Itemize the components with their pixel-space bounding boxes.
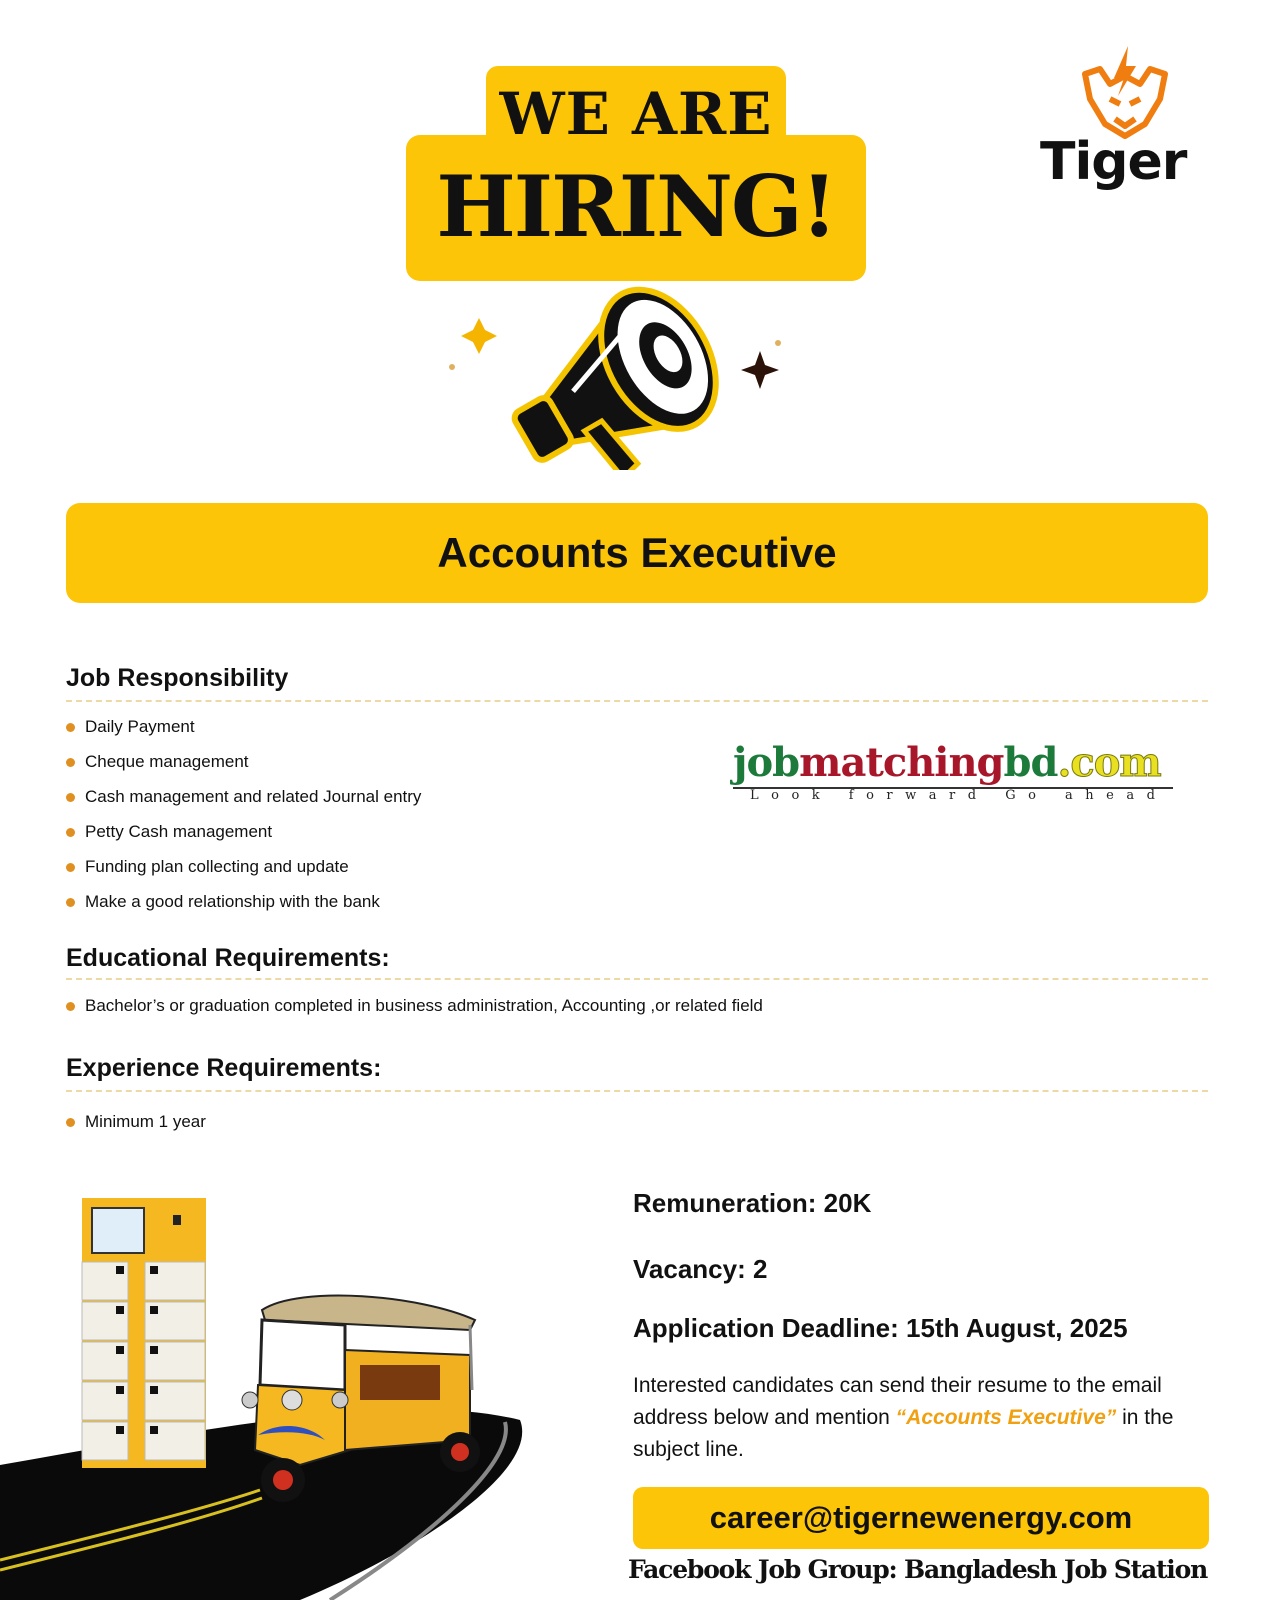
watermark-part: bd: [1003, 739, 1058, 786]
section-title-education: Educational Requirements:: [66, 944, 390, 972]
job-title: Accounts Executive: [437, 529, 837, 576]
instructions-text: Interested candidates can send their resume to the email address below and mention: [633, 1374, 1162, 1429]
responsibility-list: [66, 716, 421, 926]
facebook-group-credit: Facebook Job Group: Bangladesh Job Station: [628, 1555, 1208, 1584]
section-title-experience: Experience Requirements:: [66, 1054, 382, 1082]
vacancy: Vacancy: 2: [633, 1254, 768, 1284]
remuneration: Remuneration: 20K: [633, 1188, 872, 1218]
list-item: Minimum 1 year: [66, 1111, 206, 1146]
list-item: Cash management and related Journal entry: [66, 786, 421, 821]
section-divider: [66, 1090, 1208, 1092]
tiger-logo-icon: [1040, 44, 1210, 144]
experience-list: [66, 1111, 206, 1146]
watermark-logo: [733, 739, 1161, 786]
list-item: Funding plan collecting and update: [66, 856, 421, 891]
watermark-tagline: Look forward Go ahead: [750, 788, 1168, 803]
list-item: Bachelor’s or graduation completed in business administration, Accounting ,or related field: [66, 995, 763, 1030]
list-item: Daily Payment: [66, 716, 421, 751]
watermark-part: .com: [1057, 739, 1161, 786]
hero-line-2: HIRING!: [436, 157, 836, 256]
watermark-part: matching: [799, 739, 1004, 786]
application-deadline: Application Deadline: 15th August, 2025: [633, 1313, 1128, 1343]
job-title-banner: [66, 503, 1208, 603]
tuktuk-charging-illustration: [0, 1190, 560, 1600]
section-divider: [66, 700, 1208, 702]
megaphone-icon: [440, 250, 820, 470]
instructions-highlight: “Accounts Executive”: [895, 1406, 1117, 1429]
tiger-logo-text: Tiger: [1040, 132, 1187, 192]
section-divider: [66, 978, 1208, 980]
email-banner[interactable]: [633, 1487, 1209, 1549]
email-address[interactable]: career@tigernewenergy.com: [709, 1500, 1133, 1535]
application-instructions: [633, 1370, 1223, 1466]
section-title-responsibility: Job Responsibility: [66, 664, 289, 692]
watermark-part: job: [733, 739, 800, 786]
hero-line-1: WE ARE: [499, 80, 773, 148]
list-item: Make a good relationship with the bank: [66, 891, 421, 926]
list-item: Petty Cash management: [66, 821, 421, 856]
instructions-text: in the subject line.: [633, 1406, 1174, 1461]
education-list: [66, 995, 763, 1030]
list-item: Cheque management: [66, 751, 421, 786]
